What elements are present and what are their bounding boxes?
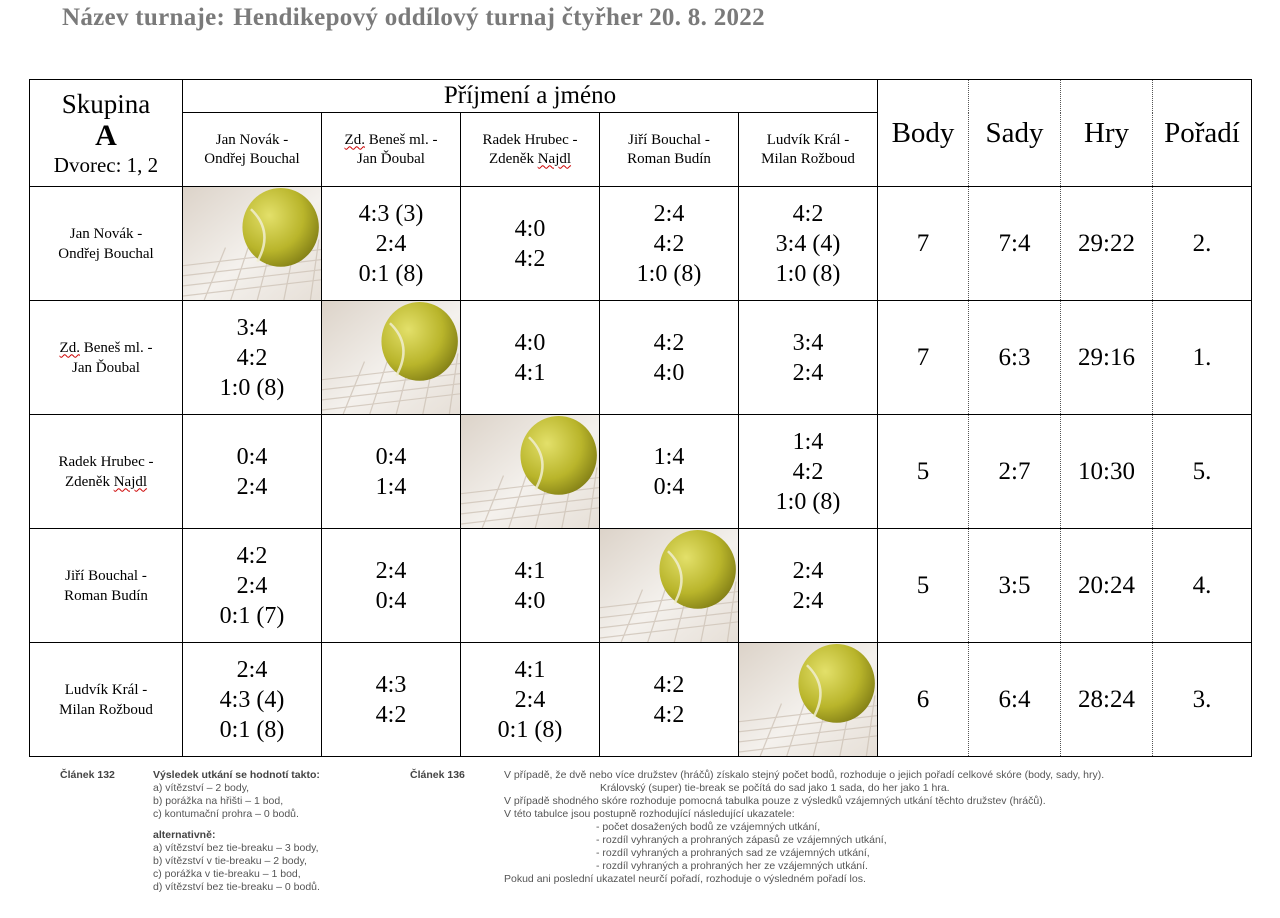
- col-player-3: Radek Hrubec - Zdeněk Najdl: [461, 113, 600, 187]
- set-score: 4:1: [514, 359, 546, 386]
- match-score-cell: [322, 187, 461, 301]
- match-score-cell: [183, 301, 322, 415]
- set-score: 4:2: [375, 701, 407, 728]
- set-score: 4:0: [514, 587, 546, 614]
- set-score: 4:2: [514, 245, 546, 272]
- set-score: 4:2: [653, 329, 685, 356]
- set-score: 4:2: [792, 458, 824, 485]
- stat-body: 7: [878, 301, 969, 415]
- set-score: 3:4: [792, 329, 824, 356]
- set-score: 0:1 (8): [219, 716, 285, 743]
- set-score: 4:0: [514, 329, 546, 356]
- stat-body: 5: [878, 529, 969, 643]
- match-score-cell: [739, 187, 878, 301]
- set-score: 1:4: [375, 473, 407, 500]
- tennis-ball-image: [322, 301, 461, 415]
- match-score-cell: [322, 529, 461, 643]
- stat-sady: 2:7: [969, 415, 1061, 529]
- set-score: 1:0 (8): [775, 488, 841, 515]
- tennis-ball-icon: [739, 643, 877, 756]
- set-score: 2:4: [236, 656, 268, 683]
- footer-line: V případě shodného skóre rozhoduje pomocná tabulka pouze z výsledků vzájemných utkání těchto družstev (hráčů).: [504, 795, 1046, 807]
- tennis-ball-icon: [183, 187, 321, 300]
- tennis-ball-icon: [461, 415, 599, 528]
- court-label: Dvorec: 1, 2: [53, 153, 159, 177]
- stat-poradi: 3.: [1153, 643, 1252, 757]
- group-cell: [30, 80, 183, 187]
- stat-hry: 20:24: [1061, 529, 1153, 643]
- stat-poradi: 4.: [1153, 529, 1252, 643]
- match-score-cell: [600, 415, 739, 529]
- row-player-name: Jan Novák - Ondřej Bouchal: [30, 187, 183, 301]
- match-score-cell: [322, 415, 461, 529]
- set-score: 0:4: [375, 443, 407, 470]
- footer-line: Pokud ani poslední ukazatel neurčí pořadí, rozhoduje o výsledném pořadí los.: [504, 873, 866, 885]
- table-row: [30, 643, 1252, 757]
- stat-body: 7: [878, 187, 969, 301]
- article-136-label: Článek 136: [410, 769, 465, 781]
- set-score: 4:1: [514, 656, 546, 683]
- match-score-cell: [600, 643, 739, 757]
- skupina-label: Skupina: [61, 89, 151, 119]
- match-score-cell: [183, 529, 322, 643]
- stat-hry: 10:30: [1061, 415, 1153, 529]
- col-player-1: Jan Novák - Ondřej Bouchal: [183, 113, 322, 187]
- set-score: 1:0 (8): [775, 260, 841, 287]
- match-score-cell: [600, 187, 739, 301]
- match-score-cell: [461, 301, 600, 415]
- tennis-ball-image: [461, 415, 600, 529]
- match-score-cell: [461, 187, 600, 301]
- set-score: 0:1 (7): [219, 602, 285, 629]
- stat-sady: 6:3: [969, 301, 1061, 415]
- footer-line: a) vítězství – 2 body,: [153, 782, 250, 794]
- article-132-text: Výsledek utkání se hodnotí takto: a) vítězství – 2 body, b) porážka na hřišti – 1 bod, c) kontumační prohra – 0 bodů. alternativně: a) vítězství bez tie-breaku – 3 body, b) vítězství v tie-breaku – 2 body, c) porážka v tie-breaku – 1 bod, d) vítězství bez tie-breaku – 0 bodů.: [153, 769, 320, 893]
- set-score: 4:3 (3): [358, 200, 424, 227]
- stat-body: 5: [878, 415, 969, 529]
- set-score: 4:2: [792, 200, 824, 227]
- tennis-ball-icon: [322, 301, 460, 414]
- footer-line: - rozdíl vyhraných a prohraných her ze vzájemných utkání.: [596, 860, 868, 872]
- match-score-cell: [461, 643, 600, 757]
- row-player-name: Ludvík Král - Milan Rožboud: [30, 643, 183, 757]
- stat-sady: 7:4: [969, 187, 1061, 301]
- set-score: 2:4: [236, 572, 268, 599]
- col-sady: Sady: [969, 80, 1061, 187]
- set-score: 4:2: [653, 671, 685, 698]
- stat-hry: 29:22: [1061, 187, 1153, 301]
- match-score-cell: [322, 643, 461, 757]
- footer-line: c) porážka v tie-breaku – 1 bod,: [153, 868, 301, 880]
- footer-line: c) kontumační prohra – 0 bodů.: [153, 808, 299, 820]
- match-score-cell: [183, 415, 322, 529]
- article-132-label: Článek 132: [60, 769, 115, 781]
- title-name: Hendikepový oddílový turnaj čtyřher 20. 8. 2022: [233, 4, 765, 31]
- row-player-name: Zd. Beneš ml. - Jan Ďoubal: [30, 301, 183, 415]
- set-score: 2:4: [653, 200, 685, 227]
- stat-poradi: 5.: [1153, 415, 1252, 529]
- tennis-ball-icon: [600, 529, 738, 642]
- set-score: 2:4: [792, 587, 824, 614]
- set-score: 4:3 (4): [219, 686, 285, 713]
- set-score: 2:4: [514, 686, 546, 713]
- article-136-text: [504, 769, 1104, 886]
- footer-line: b) porážka na hřišti – 1 bod,: [153, 795, 284, 807]
- set-score: 0:1 (8): [358, 260, 424, 287]
- footer-line: V této tabulce jsou postupně rozhodující následující ukazatele:: [504, 808, 795, 820]
- stat-sady: 3:5: [969, 529, 1061, 643]
- col-player-2: Zd. Beneš ml. - Jan Ďoubal: [322, 113, 461, 187]
- stat-poradi: 1.: [1153, 301, 1252, 415]
- set-score: 4:2: [653, 701, 685, 728]
- footer-line: - rozdíl vyhraných a prohraných zápasů ze vzájemných utkání,: [596, 834, 887, 846]
- set-score: 1:0 (8): [636, 260, 702, 287]
- set-score: 2:4: [792, 359, 824, 386]
- tennis-ball-image: [183, 187, 322, 301]
- set-score: 4:1: [514, 557, 546, 584]
- set-score: 4:2: [653, 230, 685, 257]
- row-player-name: Radek Hrubec - Zdeněk Najdl: [30, 415, 183, 529]
- set-score: 1:4: [653, 443, 685, 470]
- set-score: 3:4: [236, 314, 268, 341]
- set-score: 2:4: [236, 473, 268, 500]
- set-score: 3:4 (4): [775, 230, 841, 257]
- match-score-cell: [739, 415, 878, 529]
- match-score-cell: [461, 529, 600, 643]
- tennis-ball-image: [600, 529, 739, 643]
- names-heading: Příjmení a jméno: [183, 80, 878, 113]
- set-score: 4:0: [514, 215, 546, 242]
- stat-hry: 29:16: [1061, 301, 1153, 415]
- set-score: 4:2: [236, 344, 268, 371]
- footer-line: - počet dosažených bodů ze vzájemných utkání,: [596, 821, 821, 833]
- tennis-ball-image: [739, 643, 878, 757]
- table-row: [30, 187, 1252, 301]
- col-player-4: Jiří Bouchal - Roman Budín: [600, 113, 739, 187]
- footer-line: - rozdíl vyhraných a prohraných sad ze vzájemných utkání,: [596, 847, 870, 859]
- tournament-title: [62, 4, 765, 32]
- stat-body: 6: [878, 643, 969, 757]
- match-score-cell: [183, 643, 322, 757]
- table-row: [30, 301, 1252, 415]
- col-hry: Hry: [1061, 80, 1153, 187]
- set-score: 2:4: [375, 230, 407, 257]
- results-table: [29, 79, 1252, 757]
- match-score-cell: [739, 301, 878, 415]
- col-body: Body: [878, 80, 969, 187]
- group-letter: A: [95, 119, 117, 152]
- row-player-name: Jiří Bouchal - Roman Budín: [30, 529, 183, 643]
- title-label: Název turnaje:: [62, 4, 226, 31]
- set-score: 2:4: [792, 557, 824, 584]
- set-score: 0:4: [653, 473, 685, 500]
- set-score: 4:3: [375, 671, 407, 698]
- set-score: 4:2: [236, 542, 268, 569]
- stat-poradi: 2.: [1153, 187, 1252, 301]
- set-score: 1:0 (8): [219, 374, 285, 401]
- stat-hry: 28:24: [1061, 643, 1153, 757]
- footer-line: V případě, že dvě nebo více družstev (hráčů) získalo stejný počet bodů, rozhoduje o jejich pořadí celkové skóre (body, sady, hry).: [504, 769, 1105, 781]
- set-score: 0:4: [375, 587, 407, 614]
- footer-line: a) vítězství bez tie-breaku – 3 body,: [153, 842, 319, 854]
- set-score: 1:4: [792, 428, 824, 455]
- footer-line: d) vítězství bez tie-breaku – 0 bodů.: [153, 881, 320, 893]
- match-score-cell: [600, 301, 739, 415]
- col-player-5: Ludvík Král - Milan Rožboud: [739, 113, 878, 187]
- stat-sady: 6:4: [969, 643, 1061, 757]
- match-score-cell: [739, 529, 878, 643]
- footer-line: Královský (super) tie-break se počítá do sad jako 1 sada, do her jako 1 hra.: [600, 782, 950, 794]
- table-row: [30, 529, 1252, 643]
- footer-line: b) vítězství v tie-breaku – 2 body,: [153, 855, 307, 867]
- table-row: [30, 415, 1252, 529]
- set-score: 4:0: [653, 359, 685, 386]
- set-score: 2:4: [375, 557, 407, 584]
- set-score: 0:1 (8): [497, 716, 563, 743]
- col-poradi: Pořadí: [1153, 80, 1252, 187]
- set-score: 0:4: [236, 443, 268, 470]
